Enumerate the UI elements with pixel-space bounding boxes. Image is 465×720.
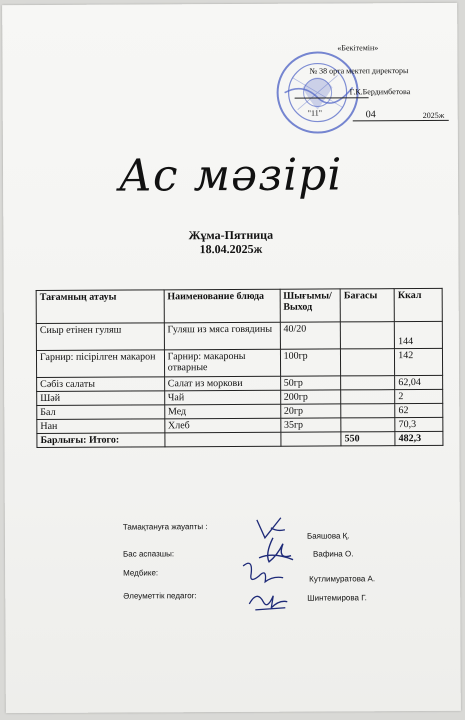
page-title: Ас мәзірі [118, 149, 343, 202]
approval-date-rule [353, 120, 449, 122]
header-kcal: Ккал [394, 288, 442, 321]
header-dish-ru: Наименование блюда [164, 289, 280, 323]
cell-kcal: 2 [395, 389, 443, 403]
approval-director-name: Г.К.Бердимбетова [349, 87, 411, 97]
cell-yield: 50гр [280, 376, 341, 390]
cell-yield: 200гр [280, 390, 341, 404]
menu-table [36, 288, 444, 448]
cell-yield: 40/20 [280, 322, 341, 349]
cell-yield: 35гр [280, 418, 341, 432]
signer-name-nurse: Кутлимуратова А. [309, 574, 376, 584]
cell-price [341, 376, 395, 390]
cell-dish-ru: Мед [164, 404, 280, 419]
cell-dish-kz: Сәбіз салаты [37, 377, 165, 392]
total-kcal: 482,3 [395, 431, 443, 445]
cell-kcal: 144 [395, 321, 443, 348]
table-total-row [37, 431, 443, 447]
cell-kcal: 62,04 [395, 375, 443, 389]
cell-price [341, 404, 395, 418]
approval-year: 2025ж [422, 110, 445, 120]
cell-dish-ru: Чай [164, 390, 280, 405]
cell-dish-kz: Бал [37, 405, 165, 420]
signer-name-responsible: Баяшова Қ. [306, 531, 350, 541]
cell-dish-ru: Гарнир: макароны отварные [164, 349, 280, 377]
total-empty-dish [165, 432, 281, 447]
approval-quote-open: " [307, 108, 312, 118]
approval-day-group [308, 109, 322, 118]
approval-block [2, 3, 458, 135]
cell-kcal: 142 [395, 348, 443, 375]
cell-price [341, 349, 395, 376]
cell-dish-kz: Шәй [37, 391, 165, 406]
approval-day: 11 [310, 108, 319, 118]
header-price: Бағасы [340, 289, 394, 322]
signer-role-nurse: Медбике: [123, 568, 159, 578]
approval-line-2: № 38 орта мектеп директоры [309, 66, 409, 76]
cell-price [341, 418, 395, 432]
cell-yield: 20гр [280, 404, 341, 418]
cell-dish-ru: Гуляш из мяса говядины [164, 322, 280, 350]
cell-dish-kz: Сиыр етінен гуляш [36, 323, 164, 351]
menu-document [2, 3, 461, 713]
table-row [36, 348, 442, 377]
cell-kcal: 62 [395, 403, 443, 417]
approval-quote-close: " [318, 108, 322, 118]
approval-month: 04 [365, 109, 376, 121]
menu-date: 18.04.2025ж [199, 241, 263, 257]
signer-role-responsible: Тамақтануға жауапты : [122, 522, 208, 532]
cell-dish-kz: Нан [37, 419, 165, 434]
signature-nurse-icon [239, 556, 285, 588]
signer-role-chef: Бас аспазшы: [123, 549, 175, 559]
cell-dish-ru: Хлеб [164, 418, 280, 433]
cell-kcal: 70,3 [395, 417, 443, 431]
cell-dish-kz: Гарнир: пісірілген макарон [36, 350, 164, 378]
signer-name-social-pedagogue: Шинтемирова Г. [307, 593, 367, 603]
signature-responsible-icon [251, 514, 291, 544]
table-header-row [36, 288, 442, 323]
total-price: 550 [341, 432, 395, 446]
cell-yield: 100гр [280, 349, 341, 376]
signature-chef-icon [253, 534, 297, 568]
day-name: Жұма-Пятница [188, 227, 274, 243]
header-yield: Шығымы/ Выход [280, 289, 341, 322]
approval-line-1: «Бекітемін» [337, 43, 379, 53]
table-row [36, 321, 442, 350]
signer-role-social-pedagogue: Әлеуметтік педагог: [123, 591, 197, 601]
cell-dish-ru: Салат из моркови [164, 376, 280, 391]
signer-name-chef: Вафина О. [313, 549, 354, 559]
total-empty-yield [280, 432, 341, 446]
total-label: Барлығы: Итого: [37, 433, 165, 448]
cell-price [341, 390, 395, 404]
cell-price [341, 322, 395, 349]
signature-social-pedagogue-icon [245, 584, 289, 614]
header-dish-kz: Тағамның атауы [36, 290, 164, 324]
